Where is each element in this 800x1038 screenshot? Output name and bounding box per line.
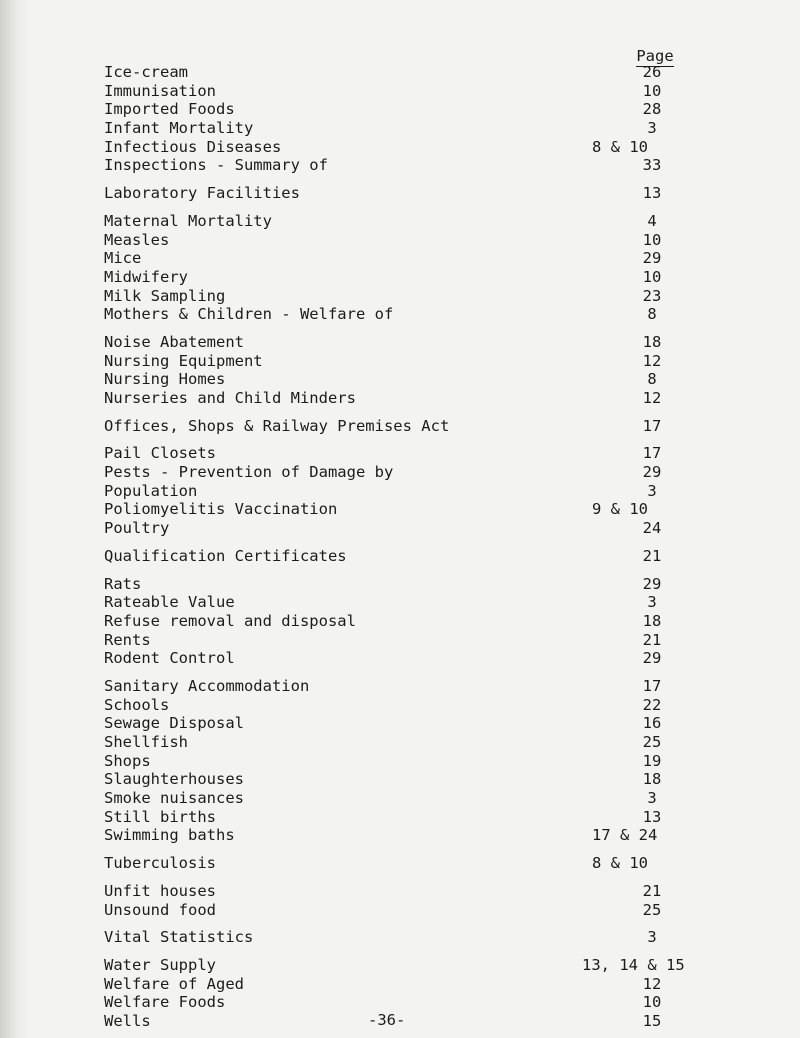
index-entry	[104, 649, 784, 668]
entry-label: Slaughterhouses	[104, 770, 244, 789]
entry-page: 17	[642, 416, 662, 435]
entry-page: 8	[647, 305, 657, 324]
entry-page: 13	[642, 807, 662, 826]
index-entry	[104, 854, 784, 873]
entry-page: 3	[647, 789, 657, 808]
entry-page: 17 & 24	[592, 826, 658, 845]
entry-page: 29	[642, 249, 662, 268]
entry-label: Wells	[104, 1011, 151, 1030]
entry-page: 3	[647, 119, 657, 138]
entry-label: Shellfish	[104, 733, 188, 751]
index-entry	[104, 444, 784, 463]
index-entry	[104, 268, 784, 287]
entry-label: Imported Foods	[104, 100, 235, 119]
entry-page: 8 & 10	[592, 137, 648, 156]
entry-label: Ice-cream	[104, 63, 188, 81]
entry-label: Milk Sampling	[104, 286, 226, 305]
entry-page: 21	[642, 881, 662, 900]
index-entry	[104, 882, 784, 901]
entry-label: Refuse removal and disposal	[104, 611, 356, 630]
index-entry	[104, 752, 784, 771]
index-entry	[104, 547, 784, 566]
entry-label: Pests - Prevention of Damage by	[104, 463, 394, 482]
index-entry	[104, 370, 784, 389]
index-entry	[104, 463, 784, 482]
index-entry	[104, 901, 784, 920]
entry-label: Poultry	[104, 519, 170, 538]
index-entry	[104, 677, 784, 696]
entry-label: Rodent Control	[104, 649, 235, 668]
entry-label: Welfare of Aged	[104, 974, 244, 993]
index-entry	[104, 975, 784, 994]
index-entry	[104, 212, 784, 231]
entry-label: Nursing Equipment	[104, 351, 263, 370]
entry-label: Infant Mortality	[104, 119, 254, 138]
entry-label: Sewage Disposal	[104, 714, 244, 733]
entry-label: Inspections - Summary of	[104, 156, 328, 175]
entry-page: 18	[642, 770, 662, 789]
index-entry	[104, 993, 784, 1012]
entry-label: Unsound food	[104, 900, 216, 919]
index-entry	[104, 389, 784, 408]
entry-label: Offices, Shops & Railway Premises Act	[104, 416, 450, 435]
entry-label: Maternal Mortality	[104, 211, 272, 230]
index-entry	[104, 156, 784, 175]
index-entry	[104, 808, 784, 827]
entry-page: 15	[642, 1011, 662, 1030]
entry-label: Water Supply	[104, 955, 216, 974]
entry-page: 21	[642, 546, 662, 565]
entry-page: 29	[642, 463, 662, 482]
entry-label: Infectious Diseases	[104, 137, 282, 156]
index-entry	[104, 631, 784, 650]
index-entry	[104, 575, 784, 594]
entry-label: Population	[104, 481, 198, 500]
page-number-footer: -36-	[368, 1011, 406, 1029]
index-entry	[104, 417, 784, 436]
entry-page: 29	[642, 574, 662, 593]
index-entry	[104, 593, 784, 612]
entry-page: 10	[642, 230, 662, 249]
index-entry	[104, 249, 784, 268]
index-entry	[104, 305, 784, 324]
entry-page: 16	[642, 714, 662, 733]
entry-label: Schools	[104, 695, 170, 714]
entry-page: 25	[642, 900, 662, 919]
entry-label: Smoke nuisances	[104, 789, 244, 808]
entry-page: 3	[647, 593, 657, 612]
index-entry	[104, 287, 784, 306]
entry-page: 8	[647, 370, 657, 389]
entry-page: 9 & 10	[592, 500, 648, 519]
page-column-label: Page	[636, 47, 674, 65]
entry-label: Laboratory Facilities	[104, 184, 300, 203]
index-entry	[104, 714, 784, 733]
index-entry	[104, 733, 784, 752]
entry-page: 18	[642, 332, 662, 351]
entry-page: 24	[642, 519, 662, 538]
entry-page: 23	[642, 286, 662, 305]
entry-label: Poliomyelitis Vaccination	[104, 500, 338, 519]
entry-label: Noise Abatement	[104, 332, 244, 351]
entry-page: 13, 14 & 15	[582, 955, 685, 974]
index-list	[104, 63, 784, 1031]
index-entry	[104, 789, 784, 808]
entry-page: 12	[642, 351, 662, 370]
entry-page: 17	[642, 444, 662, 463]
index-entry	[104, 519, 784, 538]
entry-page: 12	[642, 974, 662, 993]
entry-page: 26	[642, 63, 662, 81]
index-entry	[104, 184, 784, 203]
entry-label: Shops	[104, 751, 151, 770]
entry-page: 28	[642, 100, 662, 119]
entry-page: 22	[642, 695, 662, 714]
index-entry	[104, 612, 784, 631]
index-entry	[104, 826, 784, 845]
index-entry	[104, 770, 784, 789]
index-entry	[104, 119, 784, 138]
entry-label: Unfit houses	[104, 881, 216, 900]
entry-label: Still births	[104, 807, 216, 826]
entry-label: Welfare Foods	[104, 993, 226, 1012]
entry-page: 25	[642, 733, 662, 751]
entry-label: Swimming baths	[104, 826, 235, 845]
index-entry	[104, 1012, 784, 1031]
entry-label: Rents	[104, 630, 151, 649]
index-entry	[104, 482, 784, 501]
entry-label: Mice	[104, 249, 142, 268]
entry-page: 19	[642, 751, 662, 770]
entry-page: 18	[642, 611, 662, 630]
index-entry	[104, 500, 784, 519]
entry-label: Midwifery	[104, 267, 188, 286]
index-entry	[104, 333, 784, 352]
entry-page: 21	[642, 630, 662, 649]
entry-label: Pail Closets	[104, 444, 216, 463]
entry-page: 10	[642, 81, 662, 100]
index-entry	[104, 696, 784, 715]
entry-page: 3	[647, 928, 657, 947]
entry-label: Tuberculosis	[104, 854, 216, 873]
entry-label: Qualification Certificates	[104, 546, 347, 565]
entry-label: Rats	[104, 574, 142, 593]
entry-page: 33	[642, 156, 662, 175]
entry-page: 10	[642, 993, 662, 1012]
entry-label: Nurseries and Child Minders	[104, 389, 356, 407]
entry-label: Sanitary Accommodation	[104, 676, 310, 695]
entry-label: Measles	[104, 230, 170, 249]
entry-page: 29	[642, 649, 662, 668]
entry-page: 17	[642, 676, 662, 695]
entry-label: Vital Statistics	[104, 928, 254, 947]
index-entry	[104, 63, 784, 82]
entry-label: Mothers & Children - Welfare of	[104, 305, 394, 324]
entry-page: 3	[647, 481, 657, 500]
entry-page: 12	[642, 389, 662, 407]
entry-label: Nursing Homes	[104, 370, 226, 389]
entry-page: 4	[647, 211, 657, 230]
entry-page: 10	[642, 267, 662, 286]
entry-label: Immunisation	[104, 81, 216, 100]
entry-page: 8 & 10	[592, 854, 648, 873]
entry-label: Rateable Value	[104, 593, 235, 612]
index-entry	[104, 231, 784, 250]
page-binding-edge	[0, 0, 30, 1038]
index-entry	[104, 138, 784, 157]
entry-page: 13	[642, 184, 662, 203]
index-entry	[104, 82, 784, 101]
index-entry	[104, 100, 784, 119]
index-entry	[104, 956, 784, 975]
index-entry	[104, 928, 784, 947]
index-entry	[104, 352, 784, 371]
